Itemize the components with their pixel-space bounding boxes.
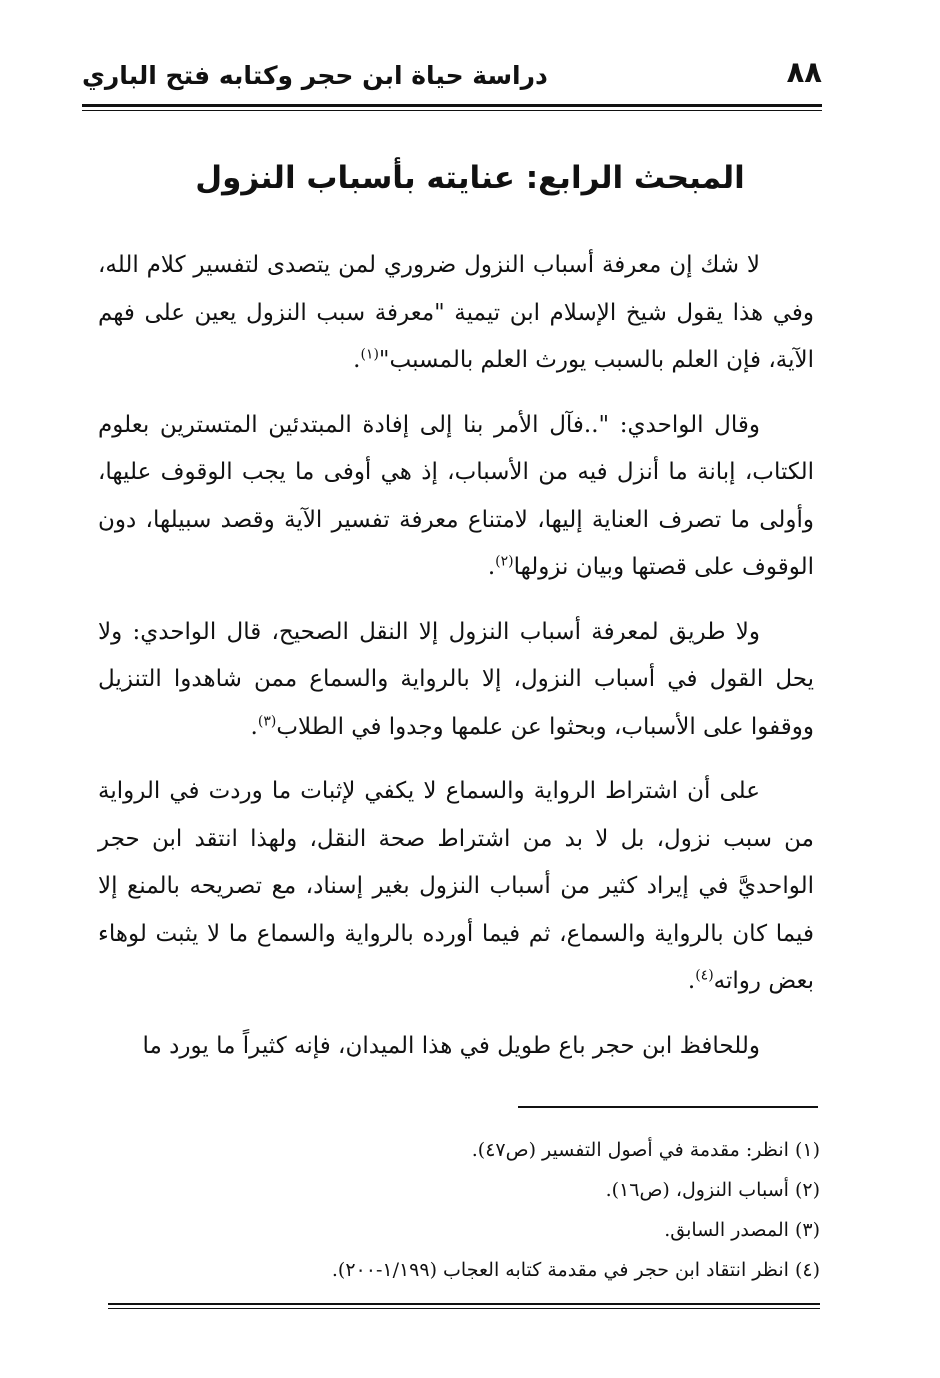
paragraph [98, 609, 814, 752]
paragraph [98, 402, 814, 592]
footnote: (٤) انظر انتقاد ابن حجر في مقدمة كتابه العجاب (١/١٩٩-٢٠٠). [331, 1259, 820, 1281]
footnote: (١) انظر: مقدمة في أصول التفسير (ص٤٧). [471, 1139, 820, 1161]
footer-rule [108, 1303, 820, 1309]
paragraph [98, 1023, 814, 1071]
paragraph-text: لا شك إن معرفة أسباب النزول ضروري لمن يتصدى لتفسير كلام الله، وفي هذا يقول شيخ الإسلام ابن تيمية "معرفة سبب النزول يعين على فهم الآية، فإن العلم بالسبب يورث العلم بالمسبب" [98, 252, 814, 373]
body-text [98, 242, 814, 1070]
paragraph-end: . [487, 554, 496, 580]
paragraph [98, 768, 814, 1006]
paragraph-text: ولا طريق لمعرفة أسباب النزول إلا النقل الصحيح، قال الواحدي: ولا يحل القول في أسباب النزول، إلا بالرواية والسماع ممن شاهدوا التنزيل ووقفوا على الأسباب، وبحثوا عن علمها وجدوا في الطلاب [98, 618, 814, 740]
running-title: دراسة حياة ابن حجر وكتابه فتح الباري [82, 61, 548, 90]
footnote: (٣) المصدر السابق. [664, 1219, 820, 1241]
paragraph-end: . [687, 968, 696, 994]
paragraph-text: وقال الواحدي: "..فآل الأمر بنا إلى إفادة المبتدئين المتسترين بعلوم الكتاب، إبانة ما أنزل فيه من الأسباب، إذ هي أوفى ما يجب الوقوف عليها، وأولى ما تصرف العناية إليها، لامتناع معرفة تفسير الآية وقصد سبيلها، دون الوقوف على قصتها وبيان نزولها [98, 411, 814, 580]
footnotes [98, 1130, 820, 1290]
header-rule [82, 104, 822, 111]
footnote-separator [518, 1106, 818, 1108]
running-head [82, 55, 822, 103]
paragraph-end: . [250, 713, 258, 740]
paragraph-text: على أن اشتراط الرواية والسماع لا يكفي لإثبات ما وردت في الرواية من سبب نزول، بل لا بد من اشتراط صحة النقل، ولهذا انتقد ابن حجر الواحديَّ في إيراد كثير من أسباب النزول بغير إسناد، مع تصريحه بالمنع إلا فيما كان بالرواية والسماع، ثم فيما أورده بالرواية والسماع ما لا يثبت لوهاء بعض رواته [98, 778, 814, 994]
footnote: (٢) أسباب النزول، (ص١٦). [605, 1179, 820, 1201]
footnote-ref: (١) [360, 346, 379, 363]
footnote-ref: (٢) [495, 553, 514, 570]
footnote-ref: (٤) [695, 967, 714, 984]
page-number: ٨٨ [786, 55, 822, 89]
paragraph [98, 242, 814, 385]
section-title: المبحث الرابع: عنايته بأسباب النزول [195, 160, 745, 196]
footnote-ref: (٣) [257, 712, 277, 729]
paragraph-text: وللحافظ ابن حجر باع طويل في هذا الميدان، فإنه كثيراً ما يورد ما [142, 1032, 760, 1059]
paragraph-end: . [353, 347, 361, 373]
